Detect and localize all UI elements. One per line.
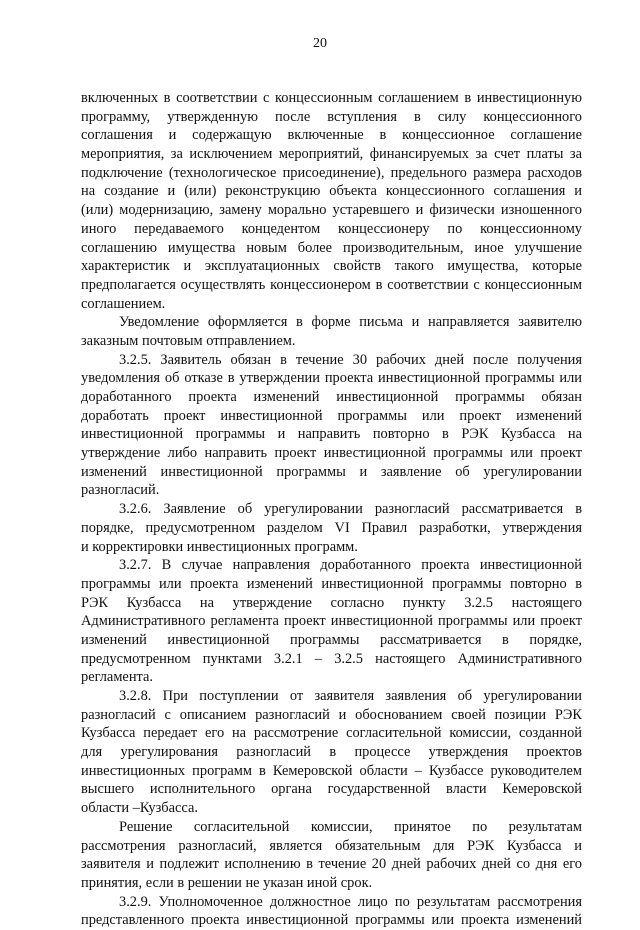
text-line: программу, утвержденную после вступления в силу концессионного [81, 108, 582, 125]
text-line: предусмотренном пунктами 3.2.1 – 3.2.5 настоящего Административного [81, 650, 582, 667]
text-line: включенных в соответствии с концессионным соглашением в инвестиционную [81, 90, 582, 106]
text-line: (или) модернизацию, замену морально устаревшего и физически изношенного [81, 202, 582, 219]
text-line: и корректировки инвестиционных программ. [81, 538, 358, 555]
text-line: иного передаваемого концедентом концессионеру по концессионному [81, 220, 582, 237]
text-line: соглашения и содержащую включенные в концессионное соглашение [81, 127, 582, 144]
text-line: для урегулирования разногласий в процессе утверждения проектов [81, 744, 582, 761]
text-line: разногласий. [81, 482, 160, 499]
paragraph [81, 351, 582, 501]
text-line: доработанного проекта изменений инвестиционной программы обязан [81, 389, 582, 405]
paragraph [81, 818, 582, 893]
text-line: мероприятия, за исключением мероприятий, финансируемых за счет платы за [81, 146, 582, 163]
paragraph [81, 687, 582, 818]
text-line: заявителя и подлежит исполнению в течение 20 дней рабочих дней со дня его [81, 856, 582, 873]
text-line: 3.2.9. Уполномоченное должностное лицо по результатам рассмотрения [119, 893, 582, 910]
text-line: 3.2.8. При поступлении от заявителя заявления об урегулировании [119, 688, 582, 704]
text-line: уведомления об отказе в утверждении проекта инвестиционной программы или [81, 370, 582, 387]
text-line: соглашением. [81, 295, 166, 312]
text-line: доработать проект инвестиционной программы или проект изменений [81, 407, 582, 424]
text-line: программы или проекта изменений инвестиционной программы повторно в [81, 575, 582, 592]
text-line: подключение (технологическое присоединение), предельного размера расходов [81, 164, 582, 181]
text-line: предполагается осуществлять концессионером в соответствии с концессионным [81, 276, 582, 293]
text-line: области –Кузбасса. [81, 800, 198, 817]
text-line: на создание и (или) реконструкцию объекта концессионного соглашения и [81, 183, 582, 200]
text-line: высшего исполнительного органа государственной власти Кемеровской [81, 781, 582, 798]
text-line: регламента. [81, 669, 153, 686]
text-line: рассмотрения разногласий, является обязательным для РЭК Кузбасса и [81, 837, 582, 854]
text-line: инвестиционных программ в Кемеровской области – Кузбассе руководителем [81, 762, 582, 779]
text-line: характеристик и эксплуатационных свойств такого имущества, которые [81, 258, 582, 275]
paragraph [81, 556, 582, 687]
text-line: Кузбасса передает его на рассмотрение согласительной комиссии, созданной [81, 725, 582, 742]
text-line: изменений инвестиционной программы и заявление об урегулировании [81, 463, 582, 480]
document-body [81, 89, 582, 930]
paragraph [81, 313, 582, 350]
text-line: соглашению имущества новым более производительным, иное улучшение [81, 239, 582, 256]
text-line: инвестиционной программы и направить повторно в РЭК Кузбасса на [81, 426, 582, 443]
text-line: 3.2.7. В случае направления доработанного проекта инвестиционной [119, 557, 582, 574]
paragraph [81, 500, 582, 556]
text-line: заказным почтовым отправлением. [81, 332, 296, 349]
text-line: представленного проекта инвестиционной программы или проекта изменений [81, 912, 582, 929]
page-number: 20 [313, 36, 327, 51]
paragraph [81, 893, 582, 930]
paragraph [81, 89, 582, 313]
text-line: порядке, предусмотренном разделом VI Правил разработки, утверждения [81, 519, 582, 536]
text-line: РЭК Кузбасса на утверждение согласно пункту 3.2.5 настоящего [81, 594, 582, 611]
text-line: принятия, если в решении не указан иной срок. [81, 874, 373, 891]
text-line: разногласий с описанием разногласий и обоснованием своей позиции РЭК [81, 706, 582, 723]
text-line: утверждение либо направить проект инвестиционной программы или проект [81, 445, 582, 462]
text-line: 3.2.6. Заявление об урегулировании разногласий рассматривается в [119, 501, 582, 518]
text-line: изменений инвестиционной программы рассматривается в порядке, [81, 631, 582, 648]
text-line: 3.2.5. Заявитель обязан в течение 30 рабочих дней после получения [119, 351, 582, 368]
text-line: Уведомление оформляется в форме письма и направляется заявителю [119, 314, 582, 331]
text-line: Административного регламента проект инвестиционной программы или проект [81, 613, 582, 630]
text-line: Решение согласительной комиссии, принятое по результатам [119, 818, 582, 835]
